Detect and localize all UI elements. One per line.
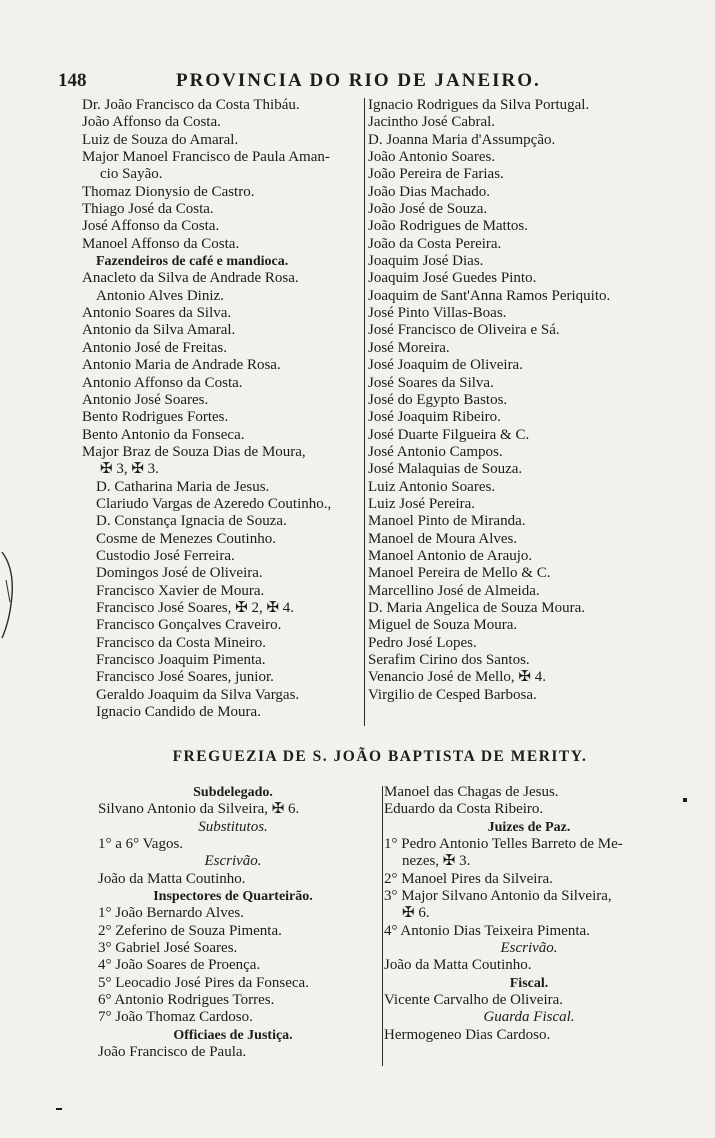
list-item: Clariudo Vargas de Azeredo Coutinho.,: [96, 495, 332, 512]
list-item: Francisco Xavier de Moura.: [96, 582, 265, 599]
list-item: Joaquim José Dias.: [368, 253, 484, 270]
section-heading: Fazendeiros de café e mandioca.: [96, 254, 289, 270]
fiscal-heading: Fiscal.: [509, 975, 549, 991]
list-item: Thomaz Dionysio de Castro.: [82, 183, 255, 200]
list-item: D. Joanna Maria d'Assumpção.: [368, 131, 556, 148]
column-divider: [364, 98, 365, 726]
list-item: João Francisco de Paula.: [98, 1044, 247, 1061]
binding-edge-mark: [0, 540, 30, 650]
guarda-heading: Guarda Fiscal.: [483, 1009, 575, 1026]
list-item: ✠ 6.: [402, 905, 430, 922]
list-item: Vicente Carvalho de Oliveira.: [384, 992, 564, 1009]
list-item: 3° Gabriel José Soares.: [98, 940, 238, 957]
list-item: Bento Antonio da Fonseca.: [82, 426, 245, 443]
list-item: Antonio da Silva Amaral.: [82, 322, 236, 339]
list-item: Cosme de Menezes Coutinho.: [96, 530, 276, 547]
ink-speck: [683, 798, 687, 802]
list-item: Jacintho José Cabral.: [368, 114, 496, 131]
page-header: [58, 70, 658, 94]
list-item: 2° Manoel Pires da Silveira.: [384, 870, 553, 887]
list-item: Virgilio de Cesped Barbosa.: [368, 686, 537, 703]
right-column: [368, 97, 668, 704]
list-item: D. Constança Ignacia de Souza.: [96, 513, 287, 530]
list-item: Hermogeneo Dias Cardoso.: [384, 1026, 551, 1043]
subdelegado-heading: Subdelegado.: [193, 785, 273, 800]
list-item: 1° Pedro Antonio Telles Barreto de Me-: [384, 836, 623, 853]
list-item: 1° João Bernardo Alves.: [98, 905, 244, 922]
section-title: FREGUEZIA DE S. JOÃO BAPTISTA DE MERITY.: [172, 748, 588, 765]
list-item: 7° João Thomaz Cardoso.: [98, 1009, 253, 1026]
list-item: José Antonio Campos.: [368, 443, 503, 460]
list-item: Francisco José Soares, ✠ 2, ✠ 4.: [96, 599, 295, 616]
page-number: 148: [58, 70, 87, 91]
list-item: Francisco da Costa Mineiro.: [96, 634, 266, 651]
list-item: José Duarte Filgueira & C.: [368, 426, 530, 443]
list-item: José Malaquias de Souza.: [368, 461, 523, 478]
list-item: João Pereira de Farias.: [368, 166, 504, 183]
list-item: José Joaquim Ribeiro.: [368, 409, 501, 426]
list-item: Luiz Antonio Soares.: [368, 478, 496, 495]
list-item: José Affonso da Costa.: [82, 218, 220, 235]
juizes-heading: Juizes de Paz.: [487, 819, 571, 835]
list-item: 5° Leocadio José Pires da Fonseca.: [98, 974, 309, 991]
list-item: Antonio Soares da Silva.: [82, 305, 232, 322]
list-item: 6° Antonio Rodrigues Torres.: [98, 992, 275, 1009]
list-item: Ignacio Candido de Moura.: [96, 704, 261, 721]
substitutos-heading: Substitutos.: [198, 818, 268, 835]
ink-speck: [56, 1108, 62, 1110]
list-item: Venancio José de Mello, ✠ 4.: [368, 669, 546, 686]
list-item: João Dias Machado.: [368, 183, 491, 200]
officiaes-heading: Officiaes de Justiça.: [173, 1027, 293, 1043]
list-item: 1° a 6° Vagos.: [98, 836, 184, 853]
list-item: Eduardo da Costa Ribeiro.: [384, 801, 544, 818]
list-item: Serafim Cirino dos Santos.: [368, 652, 530, 668]
list-item: João da Matta Coutinho.: [384, 957, 532, 974]
escrivao-heading: Escrivão.: [500, 940, 558, 957]
list-item: nezes, ✠ 3.: [402, 853, 471, 870]
inspectores-heading: Inspectores de Quarteirão.: [153, 889, 313, 905]
escrivao-heading: Escrivão.: [204, 853, 262, 870]
list-item: Francisco José Soares, junior.: [96, 669, 274, 686]
page-title: PROVINCIA DO RIO DE JANEIRO.: [176, 70, 541, 91]
list-item: João Affonso da Costa.: [82, 114, 221, 131]
list-item: Thiago José da Costa.: [82, 201, 214, 218]
list-item: Miguel de Souza Moura.: [368, 617, 518, 634]
list-item: Custodio José Ferreira.: [96, 547, 235, 564]
list-item: Manoel das Chagas de Jesus.: [384, 784, 559, 800]
list-item: cio Sayão.: [100, 166, 163, 183]
list-item: D. Catharina Maria de Jesus.: [96, 478, 270, 495]
list-item: Manoel Pereira de Mello & C.: [368, 565, 551, 582]
list-item: D. Maria Angelica de Souza Moura.: [368, 599, 586, 616]
lower-right-column: [384, 784, 674, 1044]
list-item: Antonio José Soares.: [82, 391, 209, 408]
list-item: Antonio Maria de Andrade Rosa.: [82, 357, 281, 374]
column-divider: [382, 786, 383, 1066]
list-item: Luiz José Pereira.: [368, 495, 476, 512]
list-item: Francisco Joaquim Pimenta.: [96, 652, 266, 668]
list-item: João da Costa Pereira.: [368, 235, 502, 252]
list-item: Pedro José Lopes.: [368, 634, 477, 651]
list-item: José Joaquim de Oliveira.: [368, 357, 523, 374]
list-item: Francisco Gonçalves Craveiro.: [96, 617, 282, 634]
list-item: José do Egypto Bastos.: [368, 391, 508, 408]
list-item: Major Braz de Souza Dias de Moura,: [82, 443, 306, 460]
list-item: Manoel Antonio de Araujo.: [368, 547, 533, 564]
list-item: Bento Rodrigues Fortes.: [82, 409, 229, 426]
list-item: Antonio José de Freitas.: [82, 339, 227, 356]
list-item: Anacleto da Silva de Andrade Rosa.: [82, 270, 299, 287]
list-item: Antonio Affonso da Costa.: [82, 374, 243, 391]
list-item: ✠ 3, ✠ 3.: [100, 461, 159, 478]
list-item: Major Manoel Francisco de Paula Aman-: [82, 149, 330, 166]
list-item: 4° João Soares de Proença.: [98, 957, 261, 974]
list-item: José Pinto Villas-Boas.: [368, 305, 507, 322]
list-item: 4° Antonio Dias Teixeira Pimenta.: [384, 922, 590, 939]
list-item: 3° Major Silvano Antonio da Silveira,: [384, 888, 612, 905]
list-item: José Soares da Silva.: [368, 374, 494, 391]
list-item: Marcellino José de Almeida.: [368, 582, 540, 599]
list-item: João da Matta Coutinho.: [98, 870, 246, 887]
list-item: Joaquim de Sant'Anna Ramos Periquito.: [368, 287, 611, 304]
list-item: João Antonio Soares.: [368, 149, 496, 166]
list-item: José Moreira.: [368, 339, 450, 356]
left-column: [82, 97, 372, 721]
list-item: José Francisco de Oliveira e Sá.: [368, 322, 560, 339]
list-item: Ignacio Rodrigues da Silva Portugal.: [368, 97, 590, 113]
list-item: Dr. João Francisco da Costa Thibáu.: [82, 97, 300, 113]
list-item: Joaquim José Guedes Pinto.: [368, 270, 537, 287]
list-item: Luiz de Souza do Amaral.: [82, 131, 239, 148]
list-item: João José de Souza.: [368, 201, 488, 218]
list-item: Manoel Affonso da Costa.: [82, 235, 240, 252]
list-item: Antonio Alves Diniz.: [96, 287, 224, 304]
list-item: Silvano Antonio da Silveira, ✠ 6.: [98, 801, 300, 818]
list-item: Manoel de Moura Alves.: [368, 530, 518, 547]
list-item: 2° Zeferino de Souza Pimenta.: [98, 922, 282, 939]
list-item: Domingos José de Oliveira.: [96, 565, 263, 582]
list-item: Manoel Pinto de Miranda.: [368, 513, 526, 530]
list-item: Geraldo Joaquim da Silva Vargas.: [96, 686, 300, 703]
lower-left-column: [98, 784, 368, 1062]
list-item: João Rodrigues de Mattos.: [368, 218, 528, 235]
